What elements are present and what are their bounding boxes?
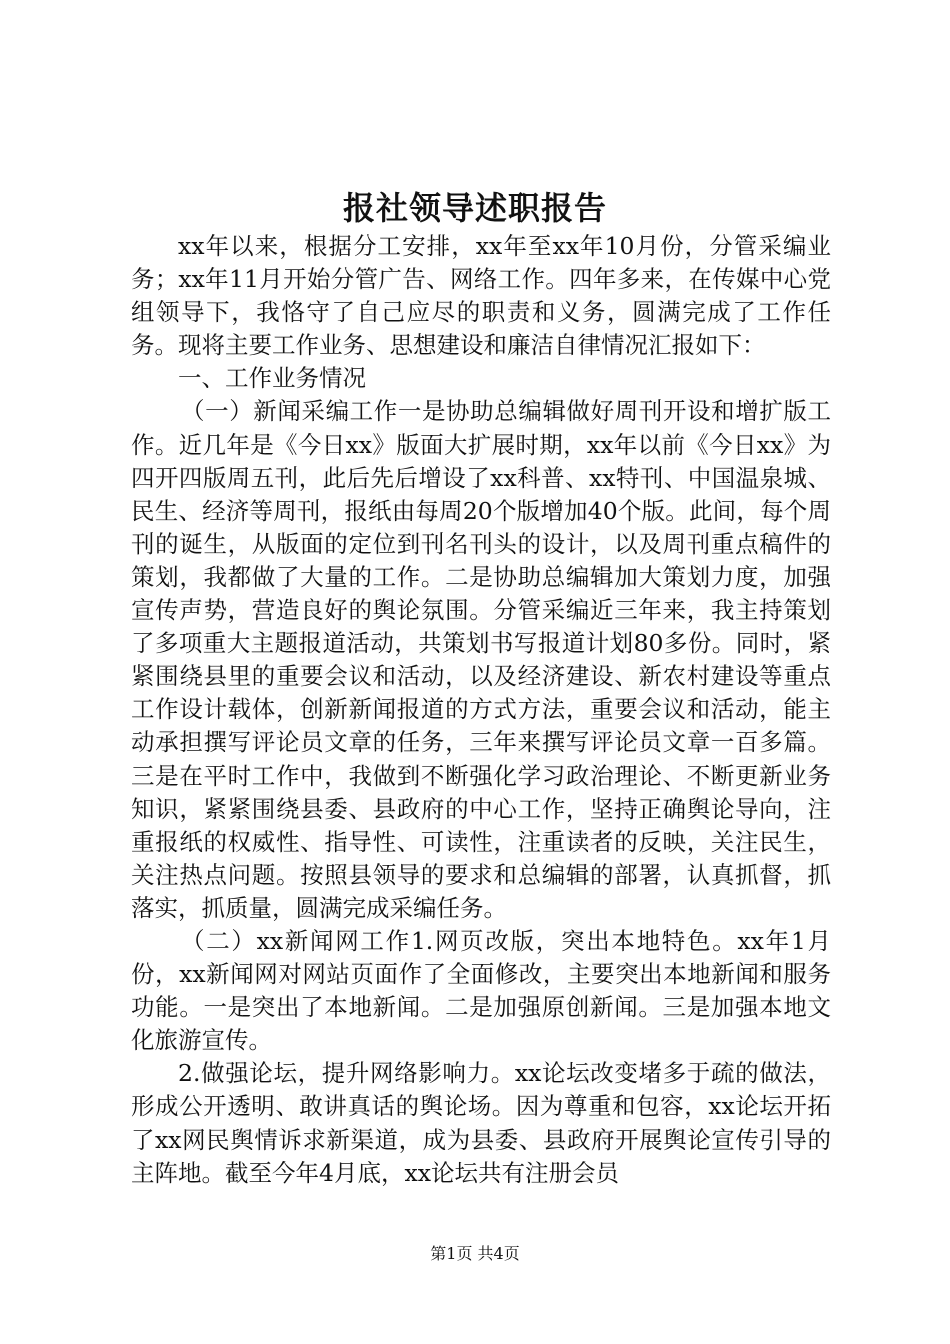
paragraph-forum: 2.做强论坛，提升网络影响力。xx论坛改变堵多于疏的做法，形成公开透明、敢讲真话的舆论场。因为尊重和包容，xx论坛开拓了xx网民舆情诉求新渠道，成为县委、县政府开展舆论宣传引导的主阵地。截至今年4月底，xx论坛共有注册会员 [131, 1059, 831, 1187]
page-footer: 第1页 共4页 [430, 1244, 520, 1263]
document-title: 报社领导述职报告 [342, 189, 607, 227]
paragraph-intro: xx年以来，根据分工安排，xx年至xx年10月份，分管采编业务；xx年11月开始分管广告、网络工作。四年多来，在传媒中心党组领导下，我恪守了自己应尽的职责和义务，圆满完成了工作任务。现将主要工作业务、思想建设和廉洁自律情况汇报如下： [131, 232, 831, 360]
paragraph-news-editing: （一）新闻采编工作一是协助总编辑做好周刊开设和增扩版工作。近几年是《今日xx》版面大扩展时期，xx年以前《今日xx》为四开四版周五刊，此后先后增设了xx科普、xx特刊、中国温泉城、民生、经济等周刊，报纸由每周20个版增加40个版。此间，每个周刊的诞生，从版面的定位到刊名刊头的设计，以及周刊重点稿件的策划，我都做了大量的工作。二是协助总编辑加大策划力度，加强宣传声势，营造良好的舆论氛围。分管采编近三年来，我主持策划了多项重大主题报道活动，共策划书写报道计划80多份。同时，紧紧围绕县里的重要会议和活动，以及经济建设、新农村建设等重点工作设计载体，创新新闻报道的方式方法，重要会议和活动，能主动承担撰写评论员文章的任务，三年来撰写评论员文章一百多篇。三是在平时工作中，我做到不断强化学习政治理论、不断更新业务知识，紧紧围绕县委、县政府的中心工作，坚持正确舆论导向，注重报纸的权威性、指导性、可读性，注重读者的反映，关注民生，关注热点问题。按照县领导的要求和总编辑的部署，认真抓督，抓落实，抓质量，圆满完成采编任务。 [131, 397, 831, 922]
paragraph-news-website: （二）xx新闻网工作1.网页改版，突出本地特色。xx年1月份，xx新闻网对网站页面作了全面修改，主要突出本地新闻和服务功能。一是突出了本地新闻。二是加强原创新闻。三是加强本地文化旅游宣传。 [131, 926, 831, 1055]
section-heading: 一、工作业务情况 [178, 364, 366, 393]
document-body [131, 230, 831, 1190]
